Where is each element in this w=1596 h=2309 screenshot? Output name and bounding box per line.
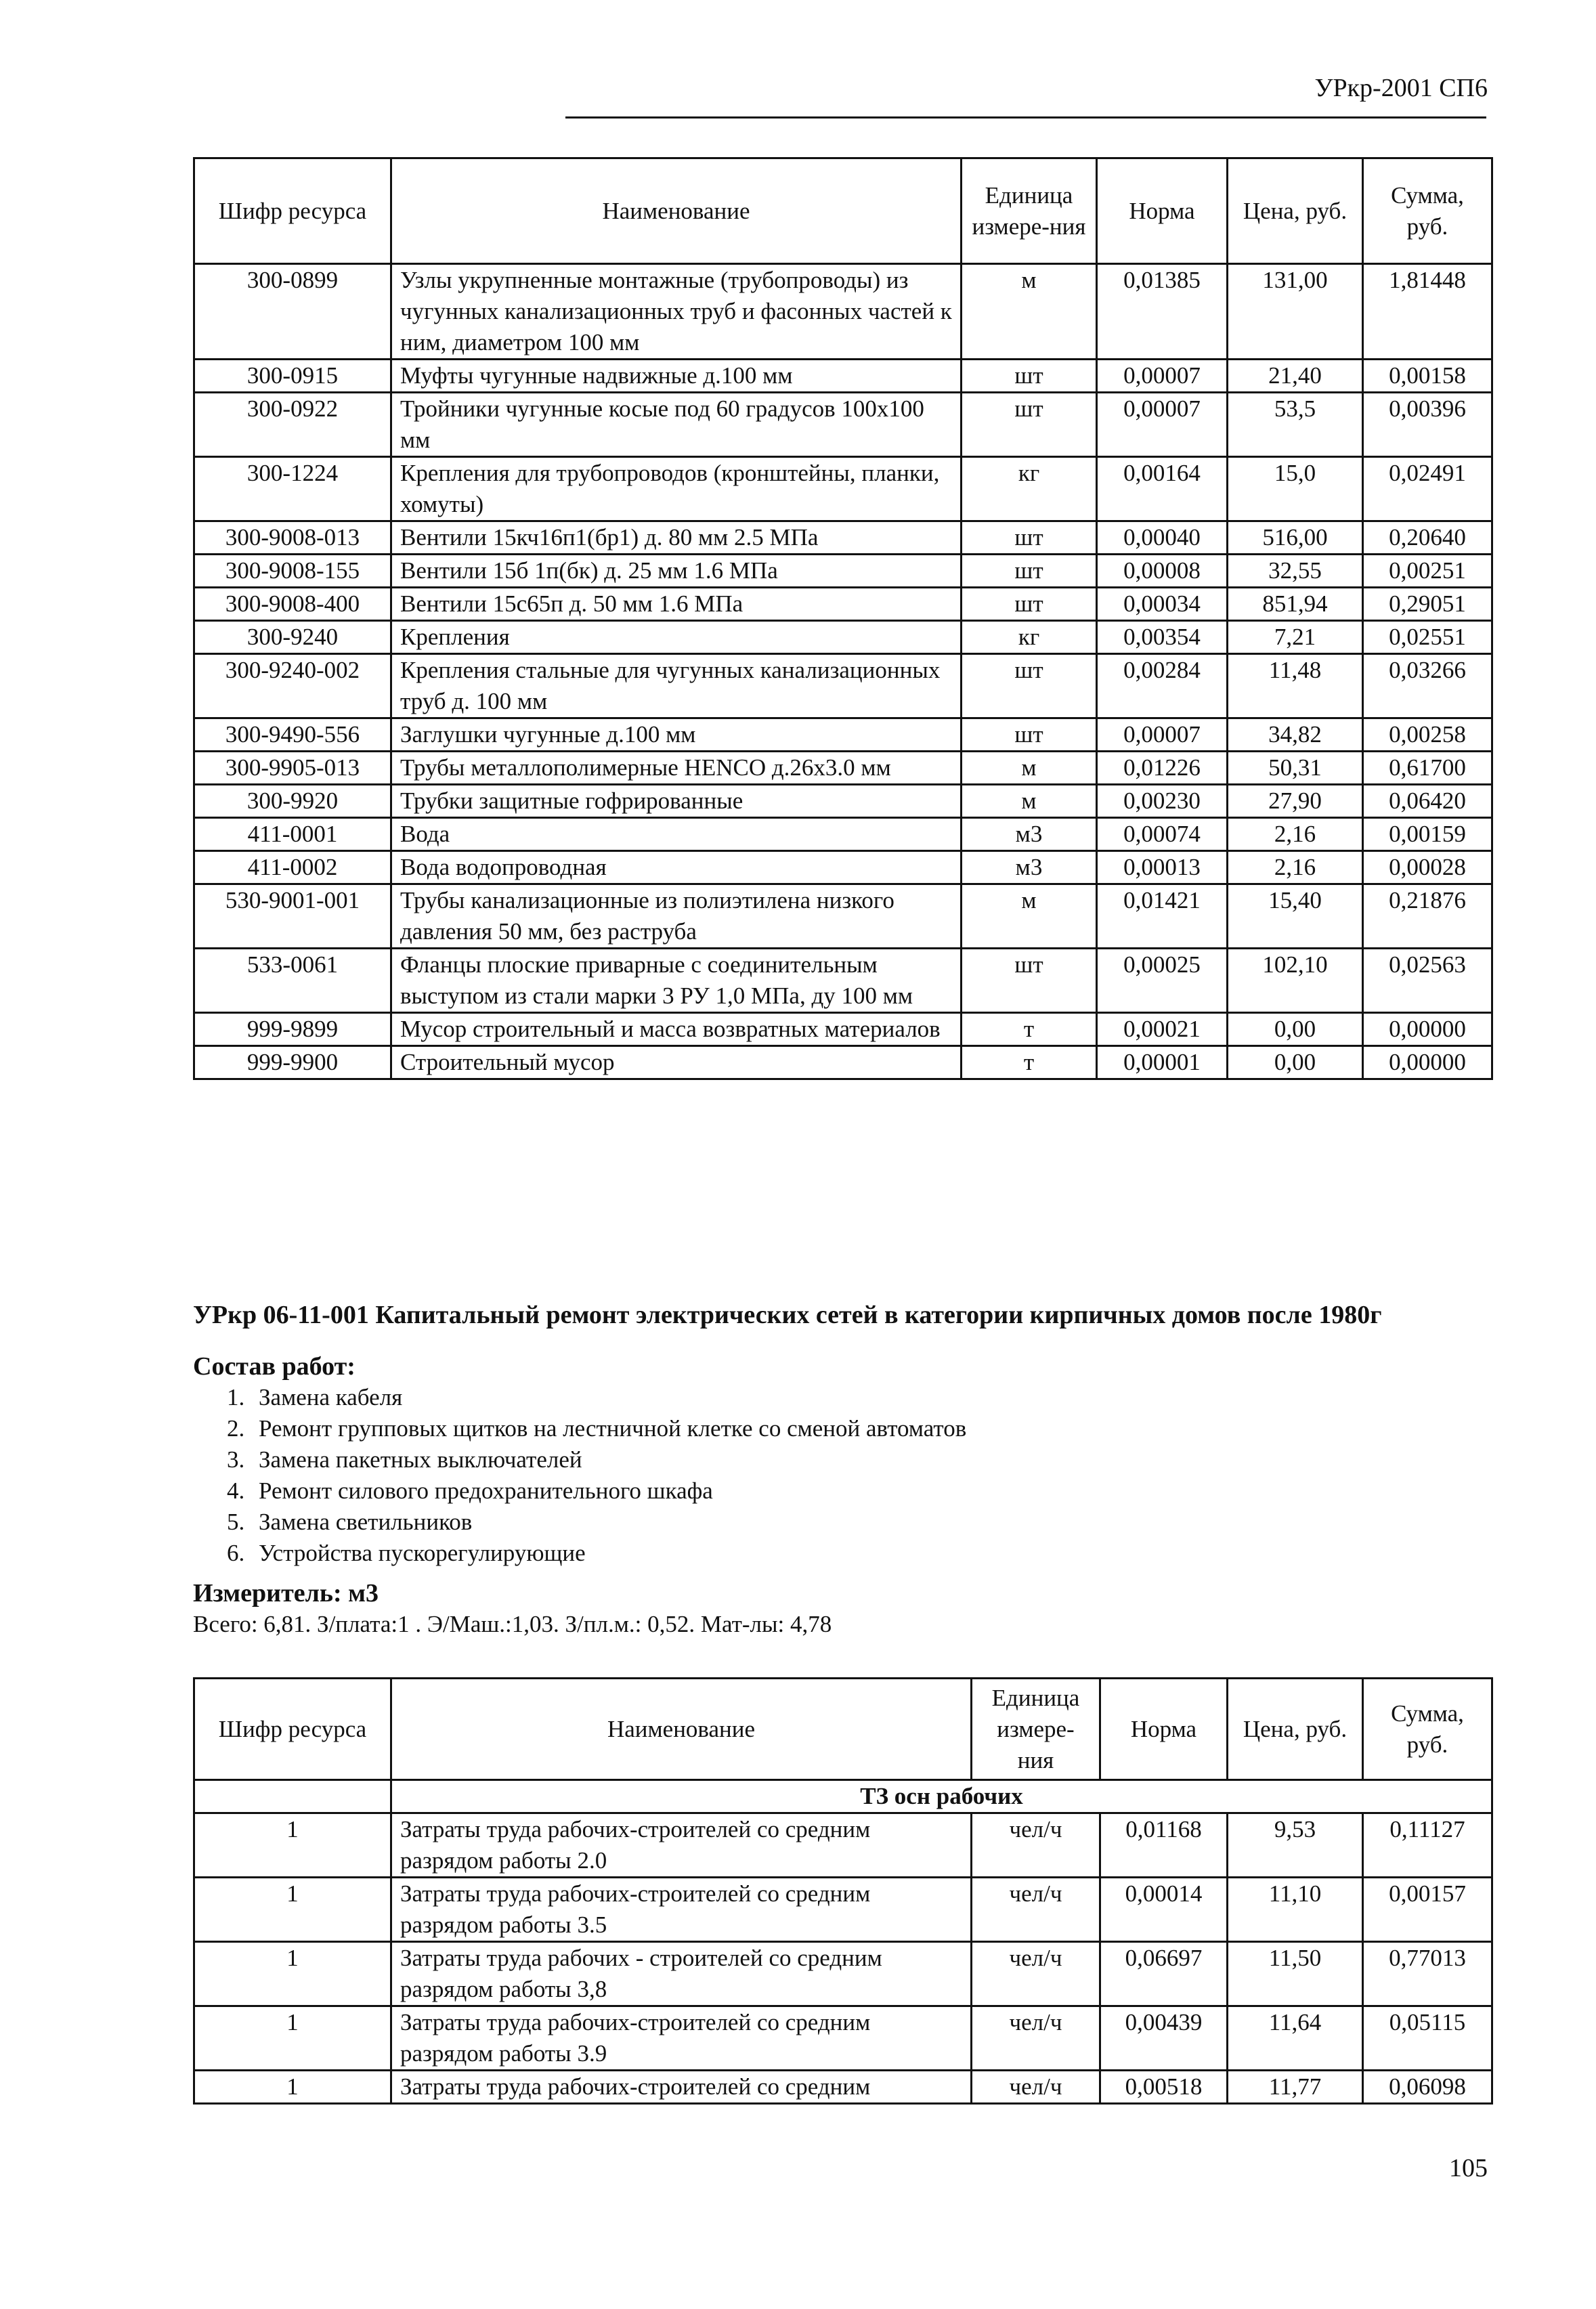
cell-code: 1	[194, 1813, 391, 1878]
table-section-row	[194, 1780, 1492, 1813]
cell-sum: 0,77013	[1363, 1942, 1492, 2006]
page-number: 105	[1449, 2154, 1488, 2182]
cell-unit: м3	[962, 851, 1097, 884]
resources-table-1	[193, 157, 1493, 1080]
cell-name: Тройники чугунные косые под 60 градусов 100х100 мм	[391, 393, 962, 457]
cell-unit: шт	[962, 393, 1097, 457]
cell-unit: шт	[962, 555, 1097, 588]
cell-price: 0,00	[1228, 1046, 1363, 1079]
cell-sum: 0,61700	[1363, 752, 1492, 785]
cell-norm: 0,00518	[1100, 2071, 1228, 2104]
cell-code: 300-9008-013	[194, 521, 391, 555]
cell-sum: 0,03266	[1363, 654, 1492, 718]
cell-name: Затраты труда рабочих-строителей со средним разрядом работы 2.0	[391, 1813, 972, 1878]
cell-price: 11,64	[1228, 2006, 1363, 2071]
cell-norm: 0,00008	[1097, 555, 1228, 588]
header-norm: Норма	[1100, 1679, 1228, 1780]
cell-price: 2,16	[1228, 851, 1363, 884]
cell-code: 1	[194, 2071, 391, 2104]
cell-code: 533-0061	[194, 949, 391, 1013]
cell-unit: шт	[962, 521, 1097, 555]
cell-name: Трубы металлополимерные HENCO д.26х3.0 мм	[391, 752, 962, 785]
cell-name: Узлы укрупненные монтажные (трубопроводы) из чугунных канализационных труб и фасонных частей к ним, диаметром 100 мм	[391, 264, 962, 360]
composition-item: 4. Ремонт силового предохранительного шкафа	[251, 1475, 966, 1507]
cell-name: Крепления	[391, 621, 962, 654]
cell-unit: чел/ч	[972, 1942, 1100, 2006]
cell-norm: 0,00014	[1100, 1878, 1228, 1942]
table-row	[194, 1878, 1492, 1942]
composition-item: 5. Замена светильников	[251, 1507, 966, 1538]
cell-norm: 0,00007	[1097, 718, 1228, 752]
cell-code: 300-1224	[194, 457, 391, 521]
cell-norm: 0,00025	[1097, 949, 1228, 1013]
cell-unit: м	[962, 884, 1097, 949]
cell-code: 300-9905-013	[194, 752, 391, 785]
cell-code: 300-9240-002	[194, 654, 391, 718]
cell-sum: 0,06420	[1363, 785, 1492, 818]
cell-unit: шт	[962, 588, 1097, 621]
cell-code: 300-9008-400	[194, 588, 391, 621]
cell-price: 131,00	[1228, 264, 1363, 360]
cell-unit: м	[962, 785, 1097, 818]
cell-sum: 1,81448	[1363, 264, 1492, 360]
table-row	[194, 2006, 1492, 2071]
cell-sum: 0,02563	[1363, 949, 1492, 1013]
table-row	[194, 752, 1492, 785]
cell-name: Вентили 15б 1п(бк) д. 25 мм 1.6 МПа	[391, 555, 962, 588]
cell-code: 999-9900	[194, 1046, 391, 1079]
cell-code: 300-0915	[194, 360, 391, 393]
cell-unit: кг	[962, 457, 1097, 521]
cell-name: Вентили 15с65п д. 50 мм 1.6 МПа	[391, 588, 962, 621]
cell-norm: 0,00439	[1100, 2006, 1228, 2071]
cell-price: 27,90	[1228, 785, 1363, 818]
table-row	[194, 818, 1492, 851]
cell-norm: 0,01226	[1097, 752, 1228, 785]
header-norm: Норма	[1097, 158, 1228, 264]
cell-name: Вода	[391, 818, 962, 851]
cell-sum: 0,20640	[1363, 521, 1492, 555]
cell-norm: 0,00001	[1097, 1046, 1228, 1079]
cell-name: Трубы канализационные из полиэтилена низкого давления 50 мм, без раструба	[391, 884, 962, 949]
table-row	[194, 264, 1492, 360]
cell-code: 300-9240	[194, 621, 391, 654]
cell-unit: т	[962, 1046, 1097, 1079]
table-row	[194, 1942, 1492, 2006]
header-name: Наименование	[391, 158, 962, 264]
cell-sum: 0,06098	[1363, 2071, 1492, 2104]
table-row	[194, 1046, 1492, 1079]
cell-unit: чел/ч	[972, 2071, 1100, 2104]
work-composition	[193, 1351, 966, 1569]
cell-unit: чел/ч	[972, 1813, 1100, 1878]
cell-code: 1	[194, 1878, 391, 1942]
cell-name: Муфты чугунные надвижные д.100 мм	[391, 360, 962, 393]
cell-unit: шт	[962, 360, 1097, 393]
cell-norm: 0,00230	[1097, 785, 1228, 818]
cell-name: Затраты труда рабочих-строителей со средним разрядом работы 3.9	[391, 2006, 972, 2071]
cell-norm: 0,00007	[1097, 393, 1228, 457]
cell-price: 11,50	[1228, 1942, 1363, 2006]
table-row	[194, 588, 1492, 621]
table-row	[194, 621, 1492, 654]
header-code: Шифр ресурса	[194, 1679, 391, 1780]
cell-unit: шт	[962, 654, 1097, 718]
cell-norm: 0,00013	[1097, 851, 1228, 884]
cell-code: 999-9899	[194, 1013, 391, 1046]
cell-unit: т	[962, 1013, 1097, 1046]
cell-sum: 0,00159	[1363, 818, 1492, 851]
cell-code: 300-9490-556	[194, 718, 391, 752]
cell-name: Строительный мусор	[391, 1046, 962, 1079]
cell-sum: 0,00251	[1363, 555, 1492, 588]
cell-sum: 0,02491	[1363, 457, 1492, 521]
cell-name: Затраты труда рабочих - строителей со средним разрядом работы 3,8	[391, 1942, 972, 2006]
cell-code: 300-9920	[194, 785, 391, 818]
table-row	[194, 457, 1492, 521]
cell-price: 2,16	[1228, 818, 1363, 851]
cell-norm: 0,00164	[1097, 457, 1228, 521]
cell-name: Трубки защитные гофрированные	[391, 785, 962, 818]
cell-price: 11,10	[1228, 1878, 1363, 1942]
cell-sum: 0,00157	[1363, 1878, 1492, 1942]
cell-norm: 0,00040	[1097, 521, 1228, 555]
document-code-header: УРкр-2001 СП6	[1314, 74, 1488, 102]
composition-item: 6. Устройства пускорегулирующие	[251, 1538, 966, 1569]
cell-name: Затраты труда рабочих-строителей со средним разрядом работы 3.5	[391, 1878, 972, 1942]
cell-price: 102,10	[1228, 949, 1363, 1013]
cell-name: Вода водопроводная	[391, 851, 962, 884]
table-row	[194, 1813, 1492, 1878]
table-row	[194, 654, 1492, 718]
cell-sum: 0,00000	[1363, 1046, 1492, 1079]
header-name: Наименование	[391, 1679, 972, 1780]
cell-name: Мусор строительный и масса возвратных материалов	[391, 1013, 962, 1046]
cell-price: 32,55	[1228, 555, 1363, 588]
cell-name: Крепления стальные для чугунных канализационных труб д. 100 мм	[391, 654, 962, 718]
table-row	[194, 718, 1492, 752]
table-row	[194, 1013, 1492, 1046]
cell-norm: 0,00284	[1097, 654, 1228, 718]
cell-price: 9,53	[1228, 1813, 1363, 1878]
cell-sum: 0,21876	[1363, 884, 1492, 949]
cell-norm: 0,01168	[1100, 1813, 1228, 1878]
table-header-row	[194, 1679, 1492, 1780]
cell-name: Фланцы плоские приварные с соединительным выступом из стали марки 3 РУ 1,0 МПа, ду 100 мм	[391, 949, 962, 1013]
cell-unit: кг	[962, 621, 1097, 654]
cell-code: 300-0922	[194, 393, 391, 457]
cell-code: 411-0002	[194, 851, 391, 884]
header-sum: Сумма, руб.	[1363, 1679, 1492, 1780]
cell-name: Заглушки чугунные д.100 мм	[391, 718, 962, 752]
cell-unit: шт	[962, 718, 1097, 752]
cell-code: 1	[194, 2006, 391, 2071]
table-row	[194, 851, 1492, 884]
header-sum: Сумма, руб.	[1363, 158, 1492, 264]
cell-price: 11,77	[1228, 2071, 1363, 2104]
cell-sum: 0,00396	[1363, 393, 1492, 457]
cell-norm: 0,01385	[1097, 264, 1228, 360]
table-row	[194, 393, 1492, 457]
section-label: ТЗ осн рабочих	[391, 1780, 1492, 1813]
cell-norm: 0,00034	[1097, 588, 1228, 621]
cell-name: Вентили 15кч16п1(бр1) д. 80 мм 2.5 МПа	[391, 521, 962, 555]
cell-sum: 0,00258	[1363, 718, 1492, 752]
resources-table-2	[193, 1677, 1493, 2105]
cell-unit: м	[962, 264, 1097, 360]
cell-norm: 0,06697	[1100, 1942, 1228, 2006]
cell-name: Затраты труда рабочих-строителей со средним	[391, 2071, 972, 2104]
composition-label: Состав работ:	[193, 1352, 355, 1381]
cell-price: 851,94	[1228, 588, 1363, 621]
cell-norm: 0,00074	[1097, 818, 1228, 851]
cell-sum: 0,00158	[1363, 360, 1492, 393]
cell-code: 411-0001	[194, 818, 391, 851]
cell-sum: 0,11127	[1363, 1813, 1492, 1878]
header-price: Цена, руб.	[1228, 158, 1363, 264]
table-row	[194, 2071, 1492, 2104]
cell-price: 53,5	[1228, 393, 1363, 457]
cell-price: 15,40	[1228, 884, 1363, 949]
cell-code: 1	[194, 1942, 391, 2006]
cell-sum: 0,02551	[1363, 621, 1492, 654]
table-row	[194, 521, 1492, 555]
cell-price: 15,0	[1228, 457, 1363, 521]
cell-sum: 0,05115	[1363, 2006, 1492, 2071]
cell-unit: м	[962, 752, 1097, 785]
cell-unit: шт	[962, 949, 1097, 1013]
cell-price: 516,00	[1228, 521, 1363, 555]
composition-list	[193, 1382, 966, 1569]
cell-norm: 0,00354	[1097, 621, 1228, 654]
cell-sum: 0,00028	[1363, 851, 1492, 884]
composition-item: 3. Замена пакетных выключателей	[251, 1444, 966, 1475]
cell-price: 7,21	[1228, 621, 1363, 654]
cell-sum: 0,29051	[1363, 588, 1492, 621]
cell-code: 530-9001-001	[194, 884, 391, 949]
composition-item: 2. Ремонт групповых щитков на лестничной клетке со сменой автоматов	[251, 1413, 966, 1444]
meter-block	[193, 1578, 832, 1640]
totals-line: Всего: 6,81. З/плата:1 . Э/Маш.:1,03. З/пл.м.: 0,52. Мат-лы: 4,78	[193, 1611, 832, 1637]
composition-item: 1. Замена кабеля	[251, 1382, 966, 1413]
cell-price: 50,31	[1228, 752, 1363, 785]
header-rule	[565, 116, 1486, 118]
cell-sum: 0,00000	[1363, 1013, 1492, 1046]
cell-name: Крепления для трубопроводов (кронштейны, планки, хомуты)	[391, 457, 962, 521]
cell-unit: чел/ч	[972, 1878, 1100, 1942]
table-row	[194, 949, 1492, 1013]
cell-norm: 0,00007	[1097, 360, 1228, 393]
table-row	[194, 785, 1492, 818]
section-code-cell	[194, 1780, 391, 1813]
table-row	[194, 360, 1492, 393]
table-row	[194, 555, 1492, 588]
cell-price: 21,40	[1228, 360, 1363, 393]
cell-price: 11,48	[1228, 654, 1363, 718]
cell-unit: чел/ч	[972, 2006, 1100, 2071]
cell-price: 34,82	[1228, 718, 1363, 752]
header-code: Шифр ресурса	[194, 158, 391, 264]
cell-price: 0,00	[1228, 1013, 1363, 1046]
cell-norm: 0,00021	[1097, 1013, 1228, 1046]
cell-code: 300-0899	[194, 264, 391, 360]
cell-norm: 0,01421	[1097, 884, 1228, 949]
header-unit: Единица измере-ния	[972, 1679, 1100, 1780]
section-title: УРкр 06-11-001 Капитальный ремонт электрических сетей в категории кирпичных домов после 1980г	[193, 1301, 1382, 1329]
cell-unit: м3	[962, 818, 1097, 851]
header-price: Цена, руб.	[1228, 1679, 1363, 1780]
table-row	[194, 884, 1492, 949]
cell-code: 300-9008-155	[194, 555, 391, 588]
meter-label: Измеритель: м3	[193, 1579, 379, 1607]
header-unit: Единица измере-ния	[962, 158, 1097, 264]
table-header-row	[194, 158, 1492, 264]
